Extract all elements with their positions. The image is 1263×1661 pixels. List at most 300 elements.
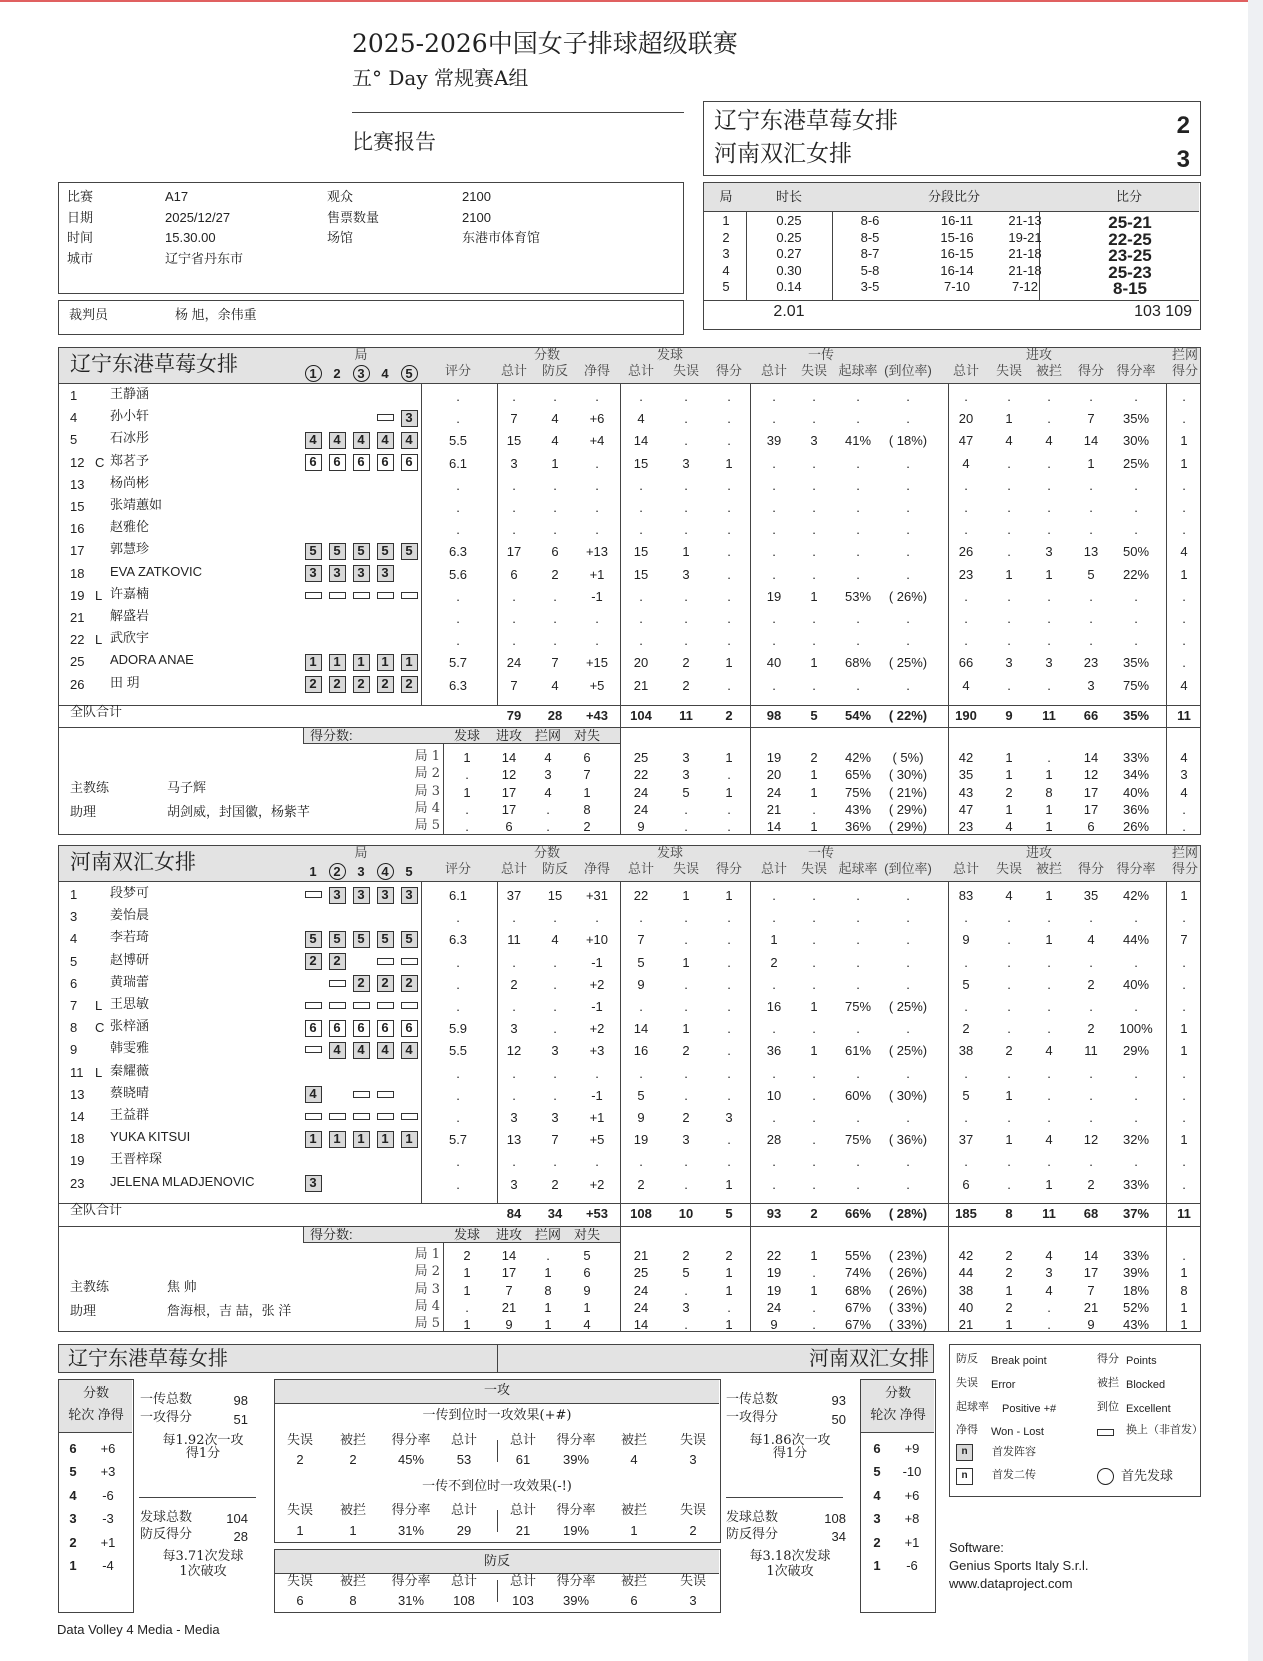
stat-cell: . [684,910,688,926]
stat-cell: . [964,588,968,604]
stat-cell: . [856,1065,860,1081]
set-stat-cell: 1 [1045,801,1053,817]
stat-cell: 4 [962,455,970,471]
stat-cell: 9 [637,1110,645,1125]
stat-cell: 3 [810,433,818,449]
total-cell: 104 [630,708,652,723]
stat-cell: . [1089,633,1093,649]
stat-cell: . [1007,633,1011,649]
rotation-number: 4 [69,1487,77,1503]
breakpoint-column-header: 得分率 [556,1573,596,1588]
stat-cell: . [727,910,731,926]
starting-position: 5 [401,931,418,948]
player-number: 21 [70,610,85,625]
rotation-number: 1 [69,1558,77,1573]
set-stat-cell: 1 [725,1265,733,1281]
player-number: 14 [70,1109,85,1124]
perfect-reception-value: 39% [562,1452,590,1467]
stat-cell: 1 [551,455,559,471]
stat-cell: . [812,389,816,404]
stat-cell: 23 [1083,655,1099,671]
stat-cell: . [906,455,910,471]
rotation-net: -4 [102,1558,114,1573]
top-accent-line [0,0,1263,2]
info-label: 城市 [67,251,94,266]
starting-position: 1 [329,1131,346,1148]
column-header: 总计 [627,861,655,876]
stat-cell: 4 [551,677,559,693]
stat-cell: 1 [682,1021,690,1037]
stat-cell: 1 [725,455,733,471]
breakpoint-value: 31% [397,1593,425,1608]
stat-cell: . [727,1087,731,1103]
set-stat-cell: 42 [958,750,974,765]
sideout-column-header: 被拦 [620,1432,648,1447]
stat-cell: . [772,1065,776,1081]
stat-cell: . [1047,954,1051,970]
column-divider [421,383,422,705]
starting-setter-position: 6 [377,454,394,471]
starting-position: 2 [401,676,418,693]
set-stat-cell: 68% [844,1282,872,1298]
stat-cell: . [772,411,776,427]
starting-position: 3 [353,887,370,904]
stat-cell: 3 [1045,655,1053,671]
sideout-column-header: 总计 [450,1432,478,1447]
column-divider [948,383,949,835]
legend-first-serve-label: 首先发球 [1121,1468,1174,1483]
legend-setter-label: 首发二传 [992,1469,1036,1481]
stat-cell: +2 [589,976,605,992]
set-stat-cell: 44 [958,1265,974,1281]
reception-total-label: 一传总数 [726,1391,779,1406]
set-stat-cell: ( 29%) [888,819,928,835]
stat-cell: 1 [1180,1132,1188,1148]
set-points-cell: 1 [583,1299,591,1315]
total-cell: 66% [844,1206,872,1221]
set-stat-cell: 33% [1122,750,1150,765]
starting-position: 4 [377,1042,394,1059]
stat-cell: 14 [633,1021,649,1037]
starting-setter-position: 6 [329,454,346,471]
column-header: 失误 [995,363,1023,378]
set-stat-cell: 4 [1045,1248,1053,1263]
stat-cell: 5 [962,976,970,992]
stat-cell: . [906,544,910,560]
total-cell: 108 [630,1206,652,1221]
stat-cell: . [856,611,860,626]
stat-cell: . [1007,976,1011,992]
rotation-number: 4 [873,1487,881,1503]
set-points-cell: 3 [544,767,552,783]
stat-cell: . [856,1176,860,1192]
starting-setter-position: 6 [353,454,370,471]
set-stat-cell: 4 [1005,819,1013,835]
software-vendor: Genius Sports Italy S.r.l. [949,1558,1089,1573]
stat-cell: . [727,433,731,449]
player-name: 韩雯雅 [110,1040,150,1056]
stat-cell: . [1007,477,1011,493]
stat-cell: 26 [958,544,974,560]
stat-cell: 44% [1122,932,1150,948]
player-number: 9 [70,1042,78,1058]
stat-cell: . [1007,910,1011,926]
stat-cell: 6 [962,1176,970,1192]
totals-divider [58,1226,1201,1227]
set-stat-cell: 14 [766,819,782,835]
column-header: 得分率 [1116,861,1156,876]
rotation-net: -6 [906,1558,918,1573]
stat-cell: . [856,1110,860,1125]
legend-label: 防反 [956,1353,978,1365]
player-number: 3 [70,909,78,925]
stat-cell: . [1089,588,1093,604]
stat-cell: ( 26%) [888,588,928,604]
stat-cell: . [906,411,910,427]
rotation-number: 6 [69,1441,77,1456]
stat-cell: . [456,1087,460,1103]
stat-cell: 7 [1087,411,1095,427]
stat-cell: 12 [1083,1132,1099,1148]
stat-cell: . [1007,455,1011,471]
stat-cell: 40 [766,655,782,671]
stat-cell: 2 [1087,1176,1095,1192]
set-stat-cell: 1 [1005,750,1013,765]
stat-cell: . [639,477,643,493]
stat-cell: 4 [1087,932,1095,948]
rotation-header: 轮次 净得 [870,1407,926,1422]
substitute-icon [305,592,322,599]
set-stat-cell: 43% [844,801,872,817]
player-number: 25 [70,654,85,670]
rotation-number: 5 [873,1464,881,1480]
total-cell: 185 [955,1206,977,1221]
stat-cell: . [772,1110,776,1125]
stat-cell: 14 [633,433,649,449]
stat-cell: 10 [766,1087,782,1103]
breakpoint-points: 34 [831,1529,846,1544]
set-stat-cell: 4 [1180,784,1188,800]
stat-cell: . [1134,500,1138,515]
rotation-number: 3 [69,1511,77,1527]
stat-cell: 3 [725,1110,733,1125]
set-stat-cell: . [1182,801,1186,817]
total-cell: 84 [506,1206,522,1221]
stat-cell: . [856,677,860,693]
set-final-score: 25-23 [1108,262,1152,282]
stat-cell: 3 [551,1043,559,1059]
serve-total-label: 发球总数 [726,1509,779,1524]
breakpoint-value: 6 [296,1593,304,1608]
set-stat-cell: 3 [1180,767,1188,783]
stat-cell: . [595,477,599,493]
info-value: A17 [165,189,189,204]
stat-cell: . [727,544,731,560]
stat-cell: . [456,588,460,604]
stat-cell: . [1134,611,1138,626]
breakpoint-value: 103 [512,1593,534,1608]
starting-position: 2 [377,676,394,693]
sets-divider [832,212,833,300]
set-points-cell: 4 [544,784,552,800]
stat-cell: . [456,633,460,649]
stat-cell: . [1182,1154,1186,1170]
referee-label: 裁判员 [69,307,109,322]
stat-cell: 5.6 [448,566,468,582]
home-sets-won: 2 [1176,112,1190,139]
column-divider [497,383,498,705]
column-header: 失误 [672,363,700,378]
player-name: ADORA ANAE [110,652,194,668]
substitute-icon [401,1002,418,1009]
starting-position: 5 [305,543,322,560]
stat-cell: +2 [589,1021,605,1037]
coach-label: 主教练 [70,780,110,795]
set-number-header: 3 [357,366,365,381]
stat-cell: 61% [844,1043,872,1059]
stat-cell: . [553,1021,557,1037]
stat-cell: . [1182,1176,1186,1192]
perfect-reception-value: 3 [689,1452,697,1467]
stat-cell: . [595,500,599,515]
stat-cell: . [1089,1087,1093,1103]
substitute-icon [305,1046,322,1053]
points-header-label: 得分数: [310,728,353,743]
stat-cell: . [1134,1065,1138,1081]
stat-cell: . [1007,544,1011,560]
set-stat-cell: 1 [725,1282,733,1298]
stat-cell: 1 [770,932,778,948]
perfect-reception-value: 2 [349,1452,357,1467]
stat-cell: . [1047,522,1051,538]
stat-cell: . [906,1065,910,1081]
set-stat-cell: 24 [633,801,649,817]
set-stat-cell: 2 [725,1248,733,1263]
referee-value: 杨 旭，余伟重 [175,307,257,322]
stat-cell: . [856,411,860,427]
stat-cell: . [727,976,731,992]
set-row-label: 局 2 [414,766,440,782]
stat-cell: . [964,1110,968,1125]
referee-box [58,300,684,335]
rotation-net: +1 [904,1534,920,1550]
stat-cell: . [906,976,910,992]
stat-cell: 5.5 [448,433,468,449]
column-group-header: 拦网 [1171,845,1199,860]
stat-cell: +13 [585,544,609,560]
negative-reception-value: 1 [630,1523,638,1538]
info-value: 东港市体育馆 [462,230,541,245]
starting-position: 1 [353,1131,370,1148]
column-header: 得分 [715,363,743,378]
set-stat-cell: 3 [682,1299,690,1315]
stat-cell: 3 [510,455,518,471]
breakpoint-points-label: 防反得分 [726,1526,779,1541]
stat-cell: . [684,433,688,449]
stat-cell: 1 [1180,433,1188,449]
stat-cell: . [727,522,731,538]
stat-cell: . [1182,1065,1186,1081]
viewer-scrollbar-track[interactable] [1248,0,1263,1661]
sideout-column-header: 失误 [679,1432,707,1447]
sideout-column-header: 得分率 [556,1432,596,1447]
column-header: 得分 [715,861,743,876]
sideout-divider [497,1510,498,1532]
stat-cell: . [727,588,731,604]
column-divider [620,383,621,835]
set-number: 4 [722,262,730,278]
set-stat-cell: 1 [810,767,818,783]
stat-cell: . [456,1176,460,1192]
player-name: 蔡晓晴 [110,1084,150,1100]
set-partial-score: 21-18 [1008,262,1042,278]
player-number: 4 [70,931,78,947]
set-row-label: 局 5 [414,1316,440,1332]
points-column-header: 拦网 [534,728,562,743]
set-stat-cell: 40 [958,1299,974,1315]
software-website-link[interactable]: www.dataproject.com [949,1576,1073,1591]
stat-cell: 3 [1005,655,1013,671]
stat-cell: 21 [633,677,649,693]
column-header: 失误 [800,861,828,876]
stat-cell: 7 [551,1132,559,1148]
stat-cell: . [512,611,516,626]
set-number-header: 1 [309,864,317,879]
perfect-reception-value: 2 [296,1452,304,1467]
stat-cell: . [456,500,460,515]
stat-cell: . [1007,500,1011,515]
column-header: (到位率) [884,363,932,378]
sets-column-header: 比分 [1115,189,1143,204]
stat-cell: . [772,1176,776,1192]
stat-cell: . [456,954,460,970]
set-points-cell: . [465,819,469,835]
stat-cell: . [964,910,968,926]
stat-cell: . [772,1154,776,1170]
starter-box-icon: n [956,1444,973,1461]
stat-cell: . [456,999,460,1014]
starting-position: 1 [401,654,418,671]
negative-reception-value: 19% [562,1523,590,1538]
stat-cell: 33% [1122,1176,1150,1192]
column-group-header: 一传 [807,845,835,860]
player-number: 8 [70,1020,78,1036]
serve-total-label: 发球总数 [140,1509,193,1524]
stat-cell: . [512,389,516,404]
assistant-label: 助理 [70,1303,97,1318]
stat-cell: 16 [633,1043,649,1059]
stat-cell: . [964,389,968,404]
stat-cell: 2 [962,1021,970,1037]
stat-cell: . [1089,1154,1093,1170]
stat-cell: 6 [551,544,559,560]
stat-cell: . [684,932,688,948]
stat-cell: . [1047,677,1051,693]
stat-cell: -1 [591,588,603,604]
starting-position: 5 [377,931,394,948]
stat-cell: . [856,1154,860,1170]
column-header: 总计 [760,363,788,378]
starting-position: 2 [377,975,394,992]
stat-cell: 4 [962,677,970,693]
set-points-cell: 8 [544,1282,552,1298]
column-header: (到位率) [884,861,932,876]
column-divider [1166,881,1167,1332]
player-number: 7 [70,998,78,1013]
stat-cell: 2 [770,954,778,970]
set-stat-cell: 1 [1180,1317,1188,1333]
column-header: 失误 [800,363,828,378]
starting-position: 2 [329,953,346,970]
stat-cell: . [772,389,776,404]
stat-cell: 1 [725,655,733,671]
player-number: 6 [70,975,78,991]
player-role: L [95,587,103,603]
set-partial-score: 8-6 [860,213,880,228]
substitute-icon [401,1113,418,1120]
column-divider [497,881,498,1203]
stat-cell: . [553,954,557,970]
set-partial-score: 16-14 [940,262,974,278]
sideout-ratio: 每1.92次一攻 [162,1433,244,1448]
stat-cell: . [772,522,776,538]
team-table-frame [58,845,1201,1332]
stat-cell: . [1182,954,1186,970]
stat-cell: . [727,677,731,693]
column-divider [750,383,751,835]
column-header: 得分 [1077,363,1105,378]
stat-cell: 9 [637,976,645,992]
stat-cell: . [1047,976,1051,992]
stat-cell: 24 [506,655,522,671]
set-stat-cell: 52% [1122,1299,1150,1315]
rotation-header: 分数 [884,1385,912,1400]
stat-cell: . [812,1087,816,1103]
stat-cell: . [595,910,599,926]
breakpoint-divider [497,1580,498,1602]
sideout-column-header: 被拦 [620,1502,648,1517]
column-header: 失误 [672,861,700,876]
set-partial-score: 8-5 [860,229,880,245]
set-number-header: 2 [333,366,341,381]
stat-cell: . [1089,500,1093,515]
info-value: 2025/12/27 [165,210,231,225]
first-serve-circle-icon [1097,1468,1114,1485]
stat-cell: 5.9 [448,1021,468,1037]
set-number: 5 [722,279,730,294]
stat-cell: . [1089,611,1093,626]
stat-cell: . [1007,1021,1011,1037]
player-name: 李若琦 [110,929,150,945]
set-stat-cell: 42% [844,750,872,765]
column-divider [750,881,751,1332]
set-stat-cell: 1 [810,819,818,835]
stat-cell: . [684,976,688,992]
stat-cell: . [684,1176,688,1192]
substitute-icon [377,414,394,421]
player-name: 武欣宇 [110,630,150,646]
sideout-points-label: 一攻得分 [726,1409,779,1424]
starting-position: 5 [305,931,322,948]
set-stat-cell: . [812,1265,816,1281]
stat-cell: . [812,477,816,493]
stat-cell: . [595,455,599,471]
starting-position: 4 [401,1042,418,1059]
substitute-icon [353,592,370,599]
stat-cell: 7 [510,411,518,427]
player-name: 张靖蕙如 [110,497,163,512]
set-stat-cell: 1 [725,750,733,765]
